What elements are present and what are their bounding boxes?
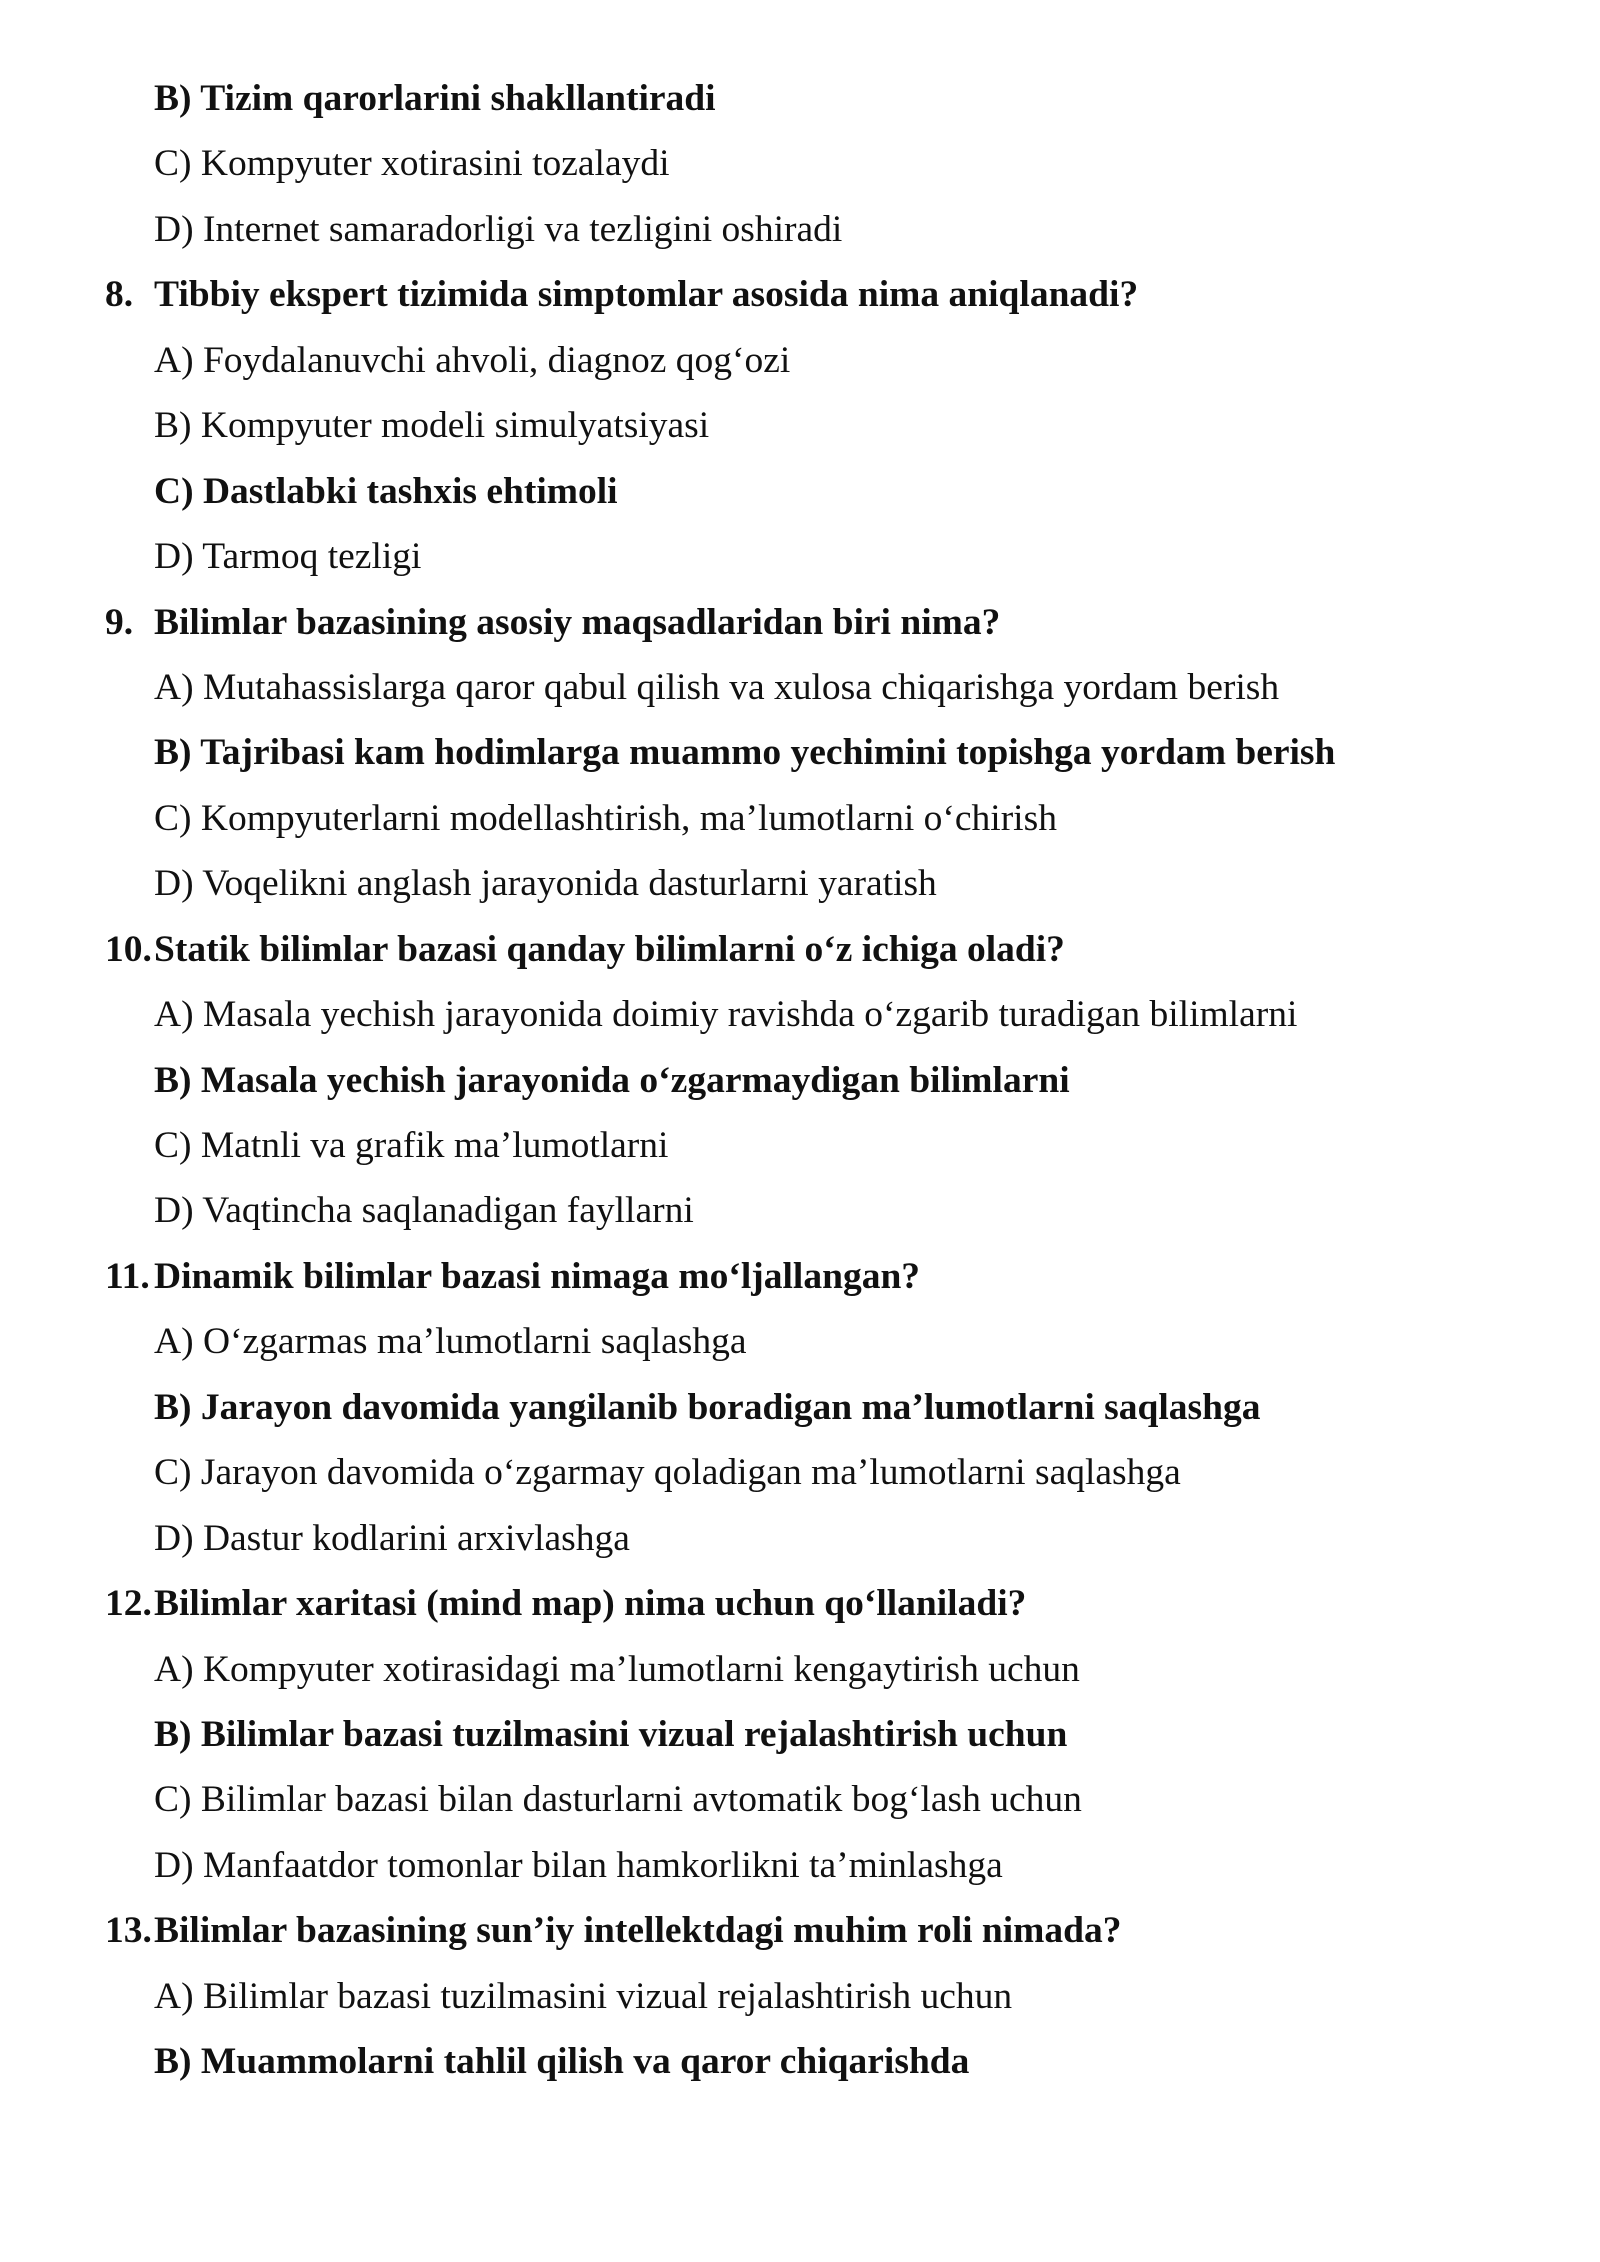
question-number: 9. [105,601,134,643]
question-text: Tibbiy ekspert tizimida simptomlar asosida nima aniqlanadi? [154,274,1139,316]
question-text: Bilimlar xaritasi (mind map) nima uchun qo‘llaniladi? [154,1583,1027,1625]
answer-option: A) Bilimlar bazasi tuzilmasini vizual rejalashtirish uchun [154,1975,1013,2017]
answer-option-highlighted: B) Tajribasi kam hodimlarga muammo yechimini topishga yordam berish [154,732,1336,774]
answer-option-highlighted: B) Jarayon davomida yangilanib boradigan ma’lumotlarni saqlashga [154,1386,1261,1428]
question-heading [0,590,1600,655]
answer-option-highlighted: B) Muammolarni tahlil qilish va qaror chiqarishda [154,2041,970,2083]
question-number: 8. [105,274,134,316]
question-text: Statik bilimlar bazasi qanday bilimlarni o‘z ichiga oladi? [154,928,1065,970]
answer-option: B) Kompyuter modeli simulyatsiyasi [154,405,710,447]
question-text: Dinamik bilimlar bazasi nimaga mo‘ljallangan? [154,1255,921,1297]
question-heading [0,1571,1600,1636]
answer-option: D) Internet samaradorligi va tezligini oshiradi [154,208,843,250]
answer-option-highlighted: C) Dastlabki tashxis ehtimoli [154,470,618,512]
answer-option: A) Foydalanuvchi ahvoli, diagnoz qog‘ozi [154,339,791,381]
answer-option: A) O‘zgarmas ma’lumotlarni saqlashga [154,1321,747,1363]
question-heading [0,1898,1600,1963]
question-heading [0,1244,1600,1309]
quiz-document [0,66,1600,2095]
question-number: 13. [105,1910,152,1952]
answer-option: D) Manfaatdor tomonlar bilan hamkorlikni ta’minlashga [154,1844,1003,1886]
answer-option: C) Matnli va grafik ma’lumotlarni [154,1125,669,1166]
answer-option: A) Kompyuter xotirasidagi ma’lumotlarni kengaytirish uchun [154,1648,1080,1690]
answer-option: D) Voqelikni anglash jarayonida dasturlarni yaratish [154,863,937,905]
answer-option: D) Dastur kodlarini arxivlashga [154,1517,630,1559]
answer-option-highlighted: B) Tizim qarorlarini shakllantiradi [154,78,716,119]
question-text: Bilimlar bazasining sun’iy intellektdagi muhim roli nimada? [154,1910,1122,1952]
answer-option-highlighted: B) Masala yechish jarayonida o‘zgarmaydigan bilimlarni [154,1059,1070,1101]
answer-option: A) Masala yechish jarayonida doimiy ravishda o‘zgarib turadigan bilimlarni [154,994,1298,1036]
question-heading [0,262,1600,327]
answer-option: D) Vaqtincha saqlanadigan fayllarni [154,1190,694,1232]
answer-option: C) Kompyuterlarni modellashtirish, ma’lumotlarni o‘chirish [154,797,1057,839]
answer-option: D) Tarmoq tezligi [154,536,422,578]
question-text: Bilimlar bazasining asosiy maqsadlaridan biri nima? [154,601,1001,643]
question-number: 12. [105,1583,152,1625]
question-number: 11. [105,1255,150,1297]
question-heading [0,917,1600,982]
answer-option: A) Mutahassislarga qaror qabul qilish va xulosa chiqarishga yordam berish [154,666,1280,708]
answer-option: C) Kompyuter xotirasini tozalaydi [154,143,670,185]
answer-option: C) Jarayon davomida o‘zgarmay qoladigan ma’lumotlarni saqlashga [154,1452,1181,1494]
question-number: 10. [105,928,152,970]
answer-option: C) Bilimlar bazasi bilan dasturlarni avtomatik bog‘lash uchun [154,1779,1082,1821]
answer-option-highlighted: B) Bilimlar bazasi tuzilmasini vizual rejalashtirish uchun [154,1713,1068,1755]
